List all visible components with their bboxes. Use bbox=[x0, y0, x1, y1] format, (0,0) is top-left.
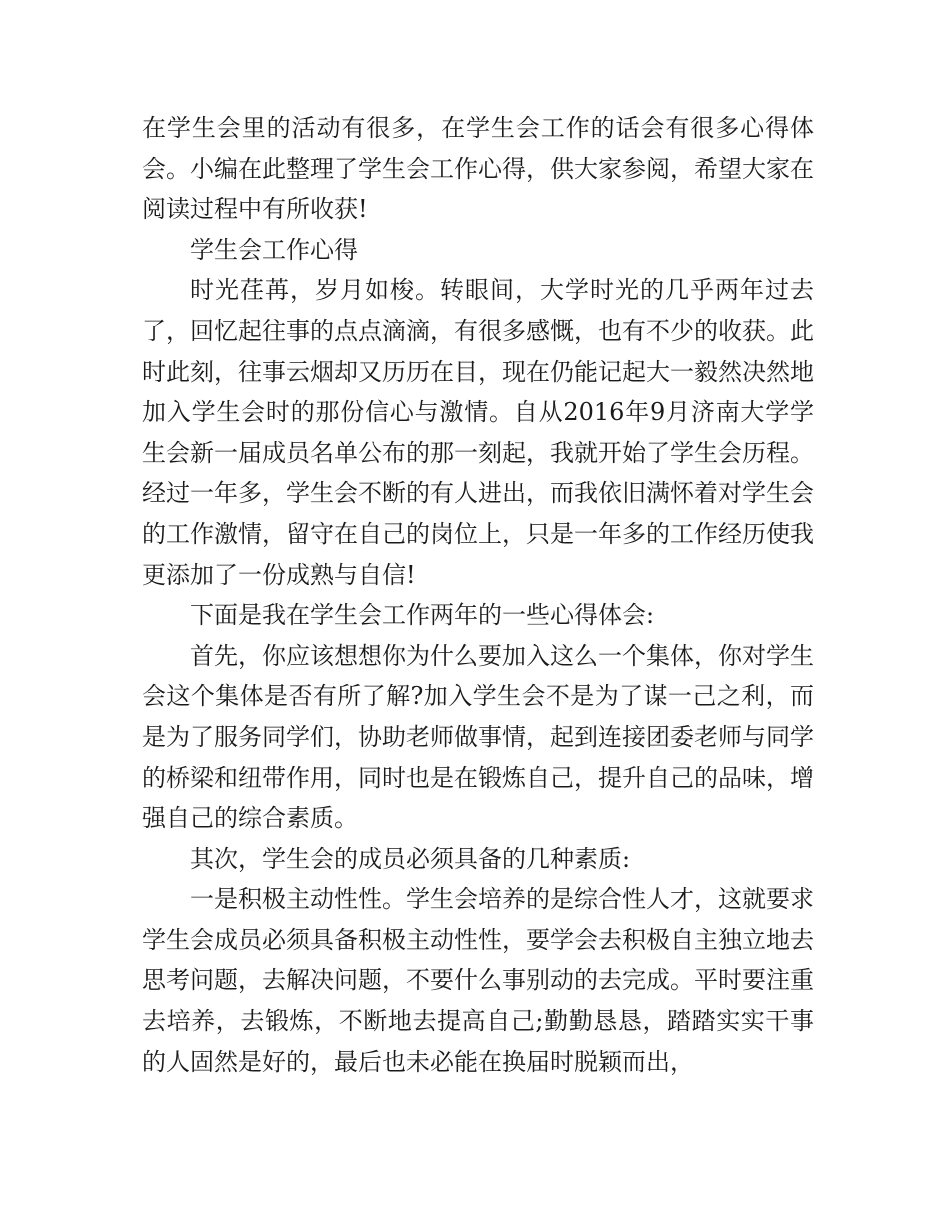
paragraph-second-point: 其次，学生会的成员必须具备的几种素质: bbox=[190, 844, 631, 873]
paragraph-initiative: 一是积极主动性性。学生会培养的是综合性人才，这就要求学生会成员必须具备积极主动性性，要学会去积极自主独立地去思考问题，去解决问题，不要什么事别动的去完成。平时要注重去培养，去锻炼，不断地去提高自己;勤勤恳恳，踏踏实实干事的人固然是好的，最后也未必能在换届时脱颖而出， bbox=[142, 885, 814, 1076]
paragraph-first-point: 首先，你应该想想你为什么要加入这么一个集体，你对学生会这个集体是否有所了解?加入学生会不是为了谋一己之利，而是为了服务同学们，协助老师做事情，起到连接团委老师与同学的桥梁和纽带作用，同时也是在锻炼自己，提升自己的品味，增强自己的综合素质。 bbox=[142, 641, 814, 833]
paragraph-reflection: 时光荏苒，岁月如梭。转眼间，大学时光的几乎两年过去了，回忆起往事的点点滴滴，有很多感慨，也有不少的收获。此时此刻，往事云烟却又历历在目，现在仍能记起大一毅然决然地加入学生会时的那份信心与激情。自从2016年9月济南大学学生会新一届成员名单公布的那一刻起，我就开始了学生会历程。经过一年多，学生会不断的有人进出，而我依旧满怀着对学生会的工作激情，留守在自己的岗位上，只是一年多的工作经历使我更添加了一份成熟与自信! bbox=[142, 276, 814, 589]
document-body bbox=[142, 108, 814, 1082]
paragraph-lead-in: 下面是我在学生会工作两年的一些心得体会: bbox=[190, 601, 655, 630]
paragraph-intro: 在学生会里的活动有很多，在学生会工作的话会有很多心得体会。小编在此整理了学生会工作心得，供大家参阅，希望大家在阅读过程中有所收获! bbox=[142, 114, 814, 224]
section-heading: 学生会工作心得 bbox=[190, 235, 358, 264]
